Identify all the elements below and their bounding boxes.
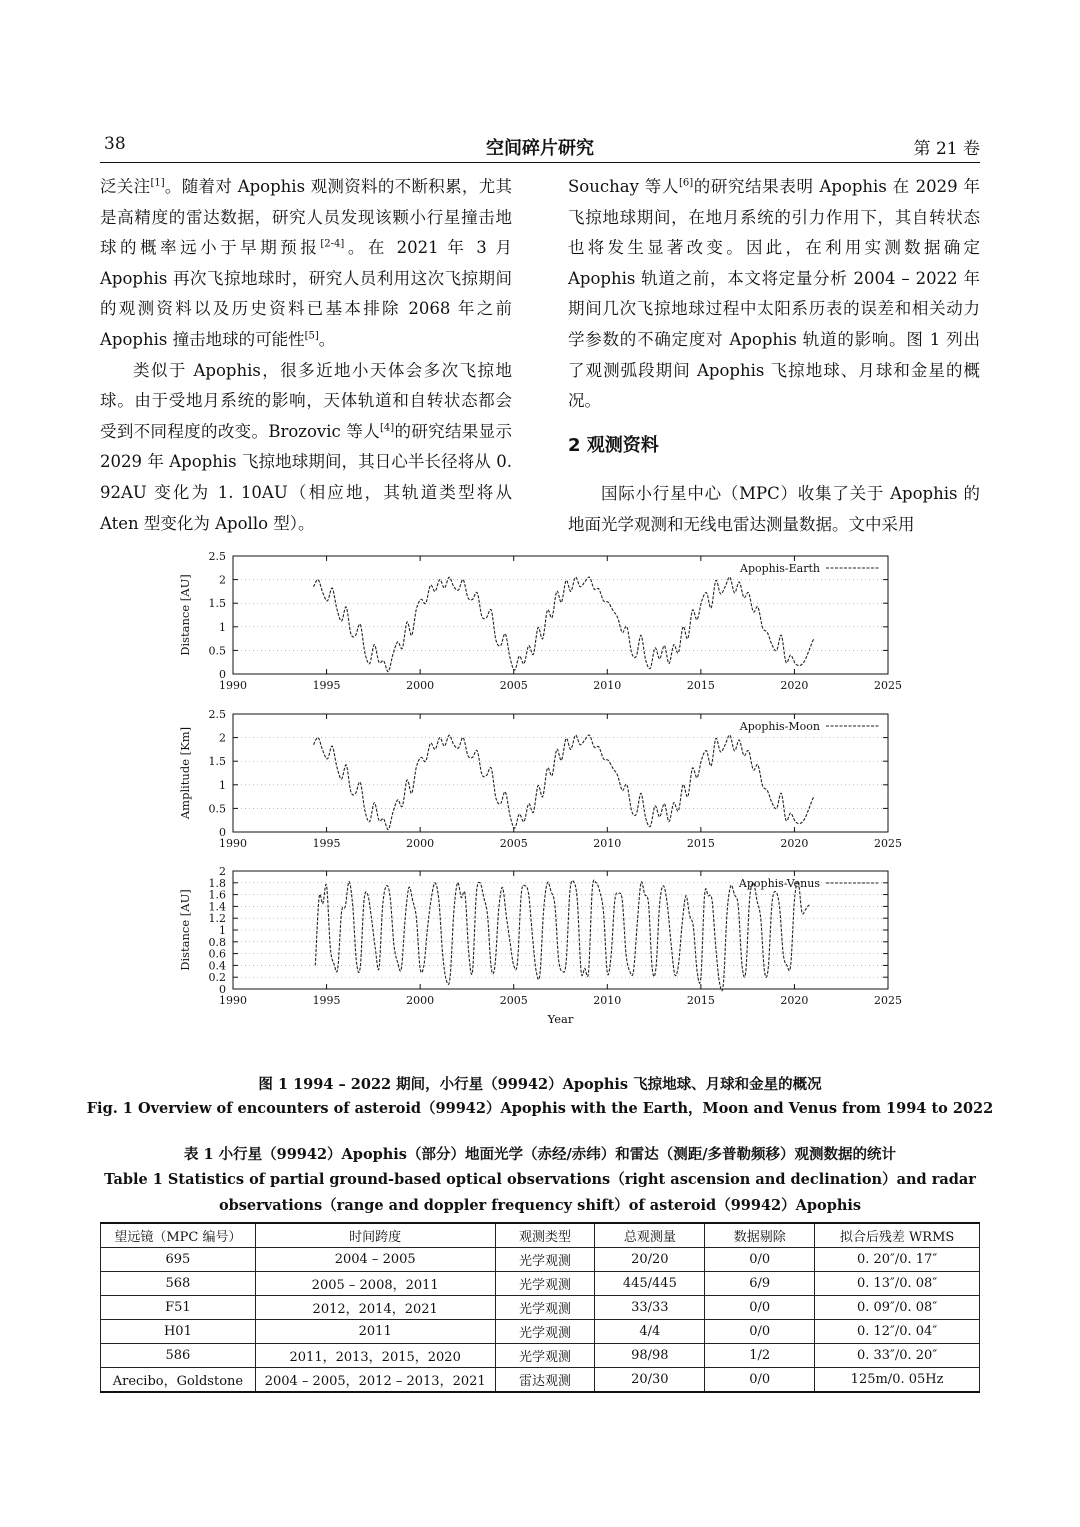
table-caption-en-2: observations（range and doppler frequency shift）of asteroid（99942）Apophis — [218, 1197, 862, 1214]
table-cell: 2005 – 2008，2011 — [255, 1272, 495, 1296]
x-axis-label: Year — [547, 1012, 574, 1026]
y-tick-label: 1.5 — [208, 597, 226, 611]
right-column — [568, 172, 980, 541]
right-paragraph-1: Souchay 等人[6]的研究结果表明 Apophis 在 2029 年飞掠地球期间，在地月系统的引力作用下，其自转状态也将发生显著改变。因此，在利用实测数据确定 Apophis 轨道之前，本文将定量分析 2004 – 2022 年期间几次飞掠地球过程中太阳系历表的误差和相关动力学参数的不确定度对 Apophis 轨道的影响。图 1 列出了观测弧段期间 Apophis 飞掠地球、月球和金星的概况。 — [568, 177, 980, 411]
x-tick-label: 2015 — [686, 837, 715, 850]
x-tick-label: 2020 — [780, 837, 809, 850]
y-tick-label: 2 — [219, 731, 226, 745]
legend-label: Apophis-Venus — [738, 877, 820, 890]
x-tick-label: 2000 — [406, 837, 435, 850]
right-paragraph-2: 国际小行星中心（MPC）收集了关于 Apophis 的地面光学观测和无线电雷达测量数据。文中采用 — [568, 484, 980, 534]
table-cell: 0. 09″/0. 08″ — [815, 1296, 980, 1320]
left-column — [100, 172, 512, 539]
table-row — [101, 1296, 980, 1320]
y-tick-label: 1.6 — [208, 888, 226, 902]
table-row — [101, 1248, 980, 1272]
x-tick-label: 2025 — [874, 679, 902, 692]
y-tick-label: 1.2 — [208, 912, 226, 926]
table-cell: H01 — [101, 1320, 256, 1344]
y-tick-label: 0.2 — [208, 971, 226, 985]
column-header: 时间跨度 — [255, 1223, 495, 1248]
table-cell: F51 — [101, 1296, 256, 1320]
y-tick-label: 1.5 — [208, 755, 226, 769]
table-cell: 2004 – 2005，2012 – 2013，2021 — [255, 1368, 495, 1393]
table-cell: 光学观测 — [495, 1296, 595, 1320]
column-header: 观测类型 — [495, 1223, 595, 1248]
table-caption-en-1: Table 1 Statistics of partial ground-based optical observations（right ascension and declination）and radar — [104, 1171, 976, 1188]
table-row — [101, 1320, 980, 1344]
legend-label: Apophis-Earth — [740, 562, 820, 575]
x-tick-label: 1990 — [219, 837, 247, 850]
table-row — [101, 1344, 980, 1368]
x-tick-label: 2000 — [406, 994, 435, 1007]
x-tick-label: 2010 — [593, 679, 622, 692]
table-cell: 0/0 — [705, 1296, 815, 1320]
y-tick-label: 2.5 — [208, 550, 226, 563]
y-tick-label: 0.4 — [208, 959, 226, 973]
table-cell: 光学观测 — [495, 1344, 595, 1368]
legend-label: Apophis-Moon — [739, 720, 820, 733]
y-tick-label: 0.5 — [208, 644, 226, 658]
page-header — [100, 132, 980, 163]
y-axis-label: Distance [AU] — [178, 574, 192, 656]
x-tick-label: 2000 — [406, 679, 435, 692]
x-tick-label: 1990 — [219, 994, 247, 1007]
column-header: 数据剔除 — [705, 1223, 815, 1248]
x-tick-label: 2005 — [499, 679, 528, 692]
table-cell: 雷达观测 — [495, 1368, 595, 1393]
table-cell: 2012，2014，2021 — [255, 1296, 495, 1320]
table-cell: 光学观测 — [495, 1272, 595, 1296]
table-cell: 0. 33″/0. 20″ — [815, 1344, 980, 1368]
x-tick-label: 2020 — [780, 679, 809, 692]
citation: [5] — [304, 330, 319, 342]
x-tick-label: 2005 — [499, 837, 528, 850]
table-header-row — [101, 1223, 980, 1248]
table-cell: 125m/0. 05Hz — [815, 1368, 980, 1393]
citation: [2-4] — [320, 238, 345, 250]
y-tick-label: 1.4 — [208, 900, 226, 914]
x-tick-label: 2015 — [686, 679, 715, 692]
table-cell: 1/2 — [705, 1344, 815, 1368]
y-axis-label: Amplitude [Km] — [178, 726, 192, 820]
y-tick-label: 0 — [219, 668, 226, 681]
x-tick-label: 2010 — [593, 994, 622, 1007]
page-number: 38 — [104, 134, 126, 154]
figure-caption-cn: 图 1 1994 – 2022 期间，小行星（99942）Apophis 飞掠地球、月球和金星的概况 — [258, 1076, 822, 1093]
x-tick-label: 1995 — [312, 679, 341, 692]
column-header: 望远镜（MPC 编号） — [101, 1223, 256, 1248]
x-tick-label: 2025 — [874, 994, 902, 1007]
citation: [1] — [150, 177, 165, 189]
x-tick-label: 2005 — [499, 994, 528, 1007]
y-tick-label: 0 — [219, 983, 226, 996]
volume-label: 第 21 卷 — [913, 139, 980, 159]
y-axis-label: Distance [AU] — [178, 889, 192, 971]
table-cell: Arecibo，Goldstone — [101, 1368, 256, 1393]
x-tick-label: 2020 — [780, 994, 809, 1007]
y-tick-label: 1 — [219, 620, 226, 634]
series-line — [315, 880, 809, 991]
table-cell: 586 — [101, 1344, 256, 1368]
series-line — [314, 735, 815, 830]
left-paragraph-1: 泛关注[1]。随着对 Apophis 观测资料的不断积累，尤其是高精度的雷达数据，研究人员发现该颗小行星撞击地球的概率远小于早期预报[2-4]。在 2021 年 3 月 Apophis 再次飞掠地球时，研究人员利用这次飞掠期间的观测资料以及历史资料已基本排除 2068 年之前 Apophis 撞击地球的可能性[5]。 — [100, 177, 513, 349]
left-paragraph-2: 类似于 Apophis，很多近地小天体会多次飞掠地球。由于受地月系统的影响，天体轨道和自转状态都会受到不同程度的改变。Brozovic 等人[4]的研究结果显示 2029 年 Apophis 飞掠地球期间，其日心半长径将从 0. 92AU 变化为 1. 10AU（相应地，其轨道类型将从 Aten 型变化为 Apollo 型）。 — [100, 360, 513, 533]
table-cell: 2004 – 2005 — [255, 1248, 495, 1272]
table-cell: 33/33 — [595, 1296, 705, 1320]
y-tick-label: 0 — [219, 826, 226, 839]
x-tick-label: 1995 — [312, 994, 341, 1007]
y-tick-label: 1 — [219, 778, 226, 792]
observation-statistics-table — [100, 1222, 980, 1393]
series-line — [314, 577, 815, 672]
y-tick-label: 2 — [219, 573, 226, 587]
chart-apophis-moon — [165, 706, 902, 850]
y-tick-label: 1 — [219, 924, 226, 937]
table-cell: 0. 13″/0. 08″ — [815, 1272, 980, 1296]
journal-title: 空间碎片研究 — [486, 138, 594, 159]
citation: [6] — [678, 177, 694, 189]
y-tick-label: 1.8 — [208, 876, 226, 890]
x-tick-label: 2010 — [593, 837, 622, 850]
column-header: 拟合后残差 WRMS — [815, 1223, 980, 1248]
section-title: 2 观测资料 — [568, 434, 659, 456]
chart-apophis-venus — [165, 863, 902, 1026]
table-cell: 445/445 — [595, 1272, 705, 1296]
x-tick-label: 1995 — [312, 837, 341, 850]
y-tick-label: 2.5 — [208, 708, 226, 721]
table-cell: 0. 12″/0. 04″ — [815, 1320, 980, 1344]
table-caption-cn: 表 1 小行星（99942）Apophis（部分）地面光学（赤经/赤纬）和雷达（测距/多普勒频移）观测数据的统计 — [183, 1146, 897, 1163]
table-cell: 0/0 — [705, 1248, 815, 1272]
x-tick-label: 2015 — [686, 994, 715, 1007]
table-cell: 695 — [101, 1248, 256, 1272]
chart-svg — [165, 706, 902, 850]
table-cell: 0/0 — [705, 1368, 815, 1393]
y-tick-label: 0.5 — [208, 802, 226, 816]
chart-svg — [165, 863, 902, 1026]
table-cell: 0. 20″/0. 17″ — [815, 1248, 980, 1272]
x-tick-label: 2025 — [874, 837, 902, 850]
figure-caption-en: Fig. 1 Overview of encounters of asteroid（99942）Apophis with the Earth，Moon and Venus from 1994 to 2022 — [86, 1100, 994, 1117]
table-cell: 20/30 — [595, 1368, 705, 1393]
table-cell: 4/4 — [595, 1320, 705, 1344]
table-cell: 6/9 — [705, 1272, 815, 1296]
table-row — [101, 1272, 980, 1296]
y-tick-label: 2 — [219, 865, 226, 878]
table-cell: 2011，2013，2015，2020 — [255, 1344, 495, 1368]
y-tick-label: 0.8 — [208, 935, 226, 949]
chart-apophis-earth — [165, 548, 902, 692]
table-cell: 2011 — [255, 1320, 495, 1344]
table-row — [101, 1368, 980, 1393]
table-cell: 0/0 — [705, 1320, 815, 1344]
table-cell: 光学观测 — [495, 1320, 595, 1344]
table-cell: 20/20 — [595, 1248, 705, 1272]
y-tick-label: 0.6 — [208, 947, 226, 961]
citation: [4] — [380, 422, 395, 434]
table-cell: 光学观测 — [495, 1248, 595, 1272]
table-cell: 98/98 — [595, 1344, 705, 1368]
chart-svg — [165, 548, 902, 692]
column-header: 总观测量 — [595, 1223, 705, 1248]
table-cell: 568 — [101, 1272, 256, 1296]
x-tick-label: 1990 — [219, 679, 247, 692]
